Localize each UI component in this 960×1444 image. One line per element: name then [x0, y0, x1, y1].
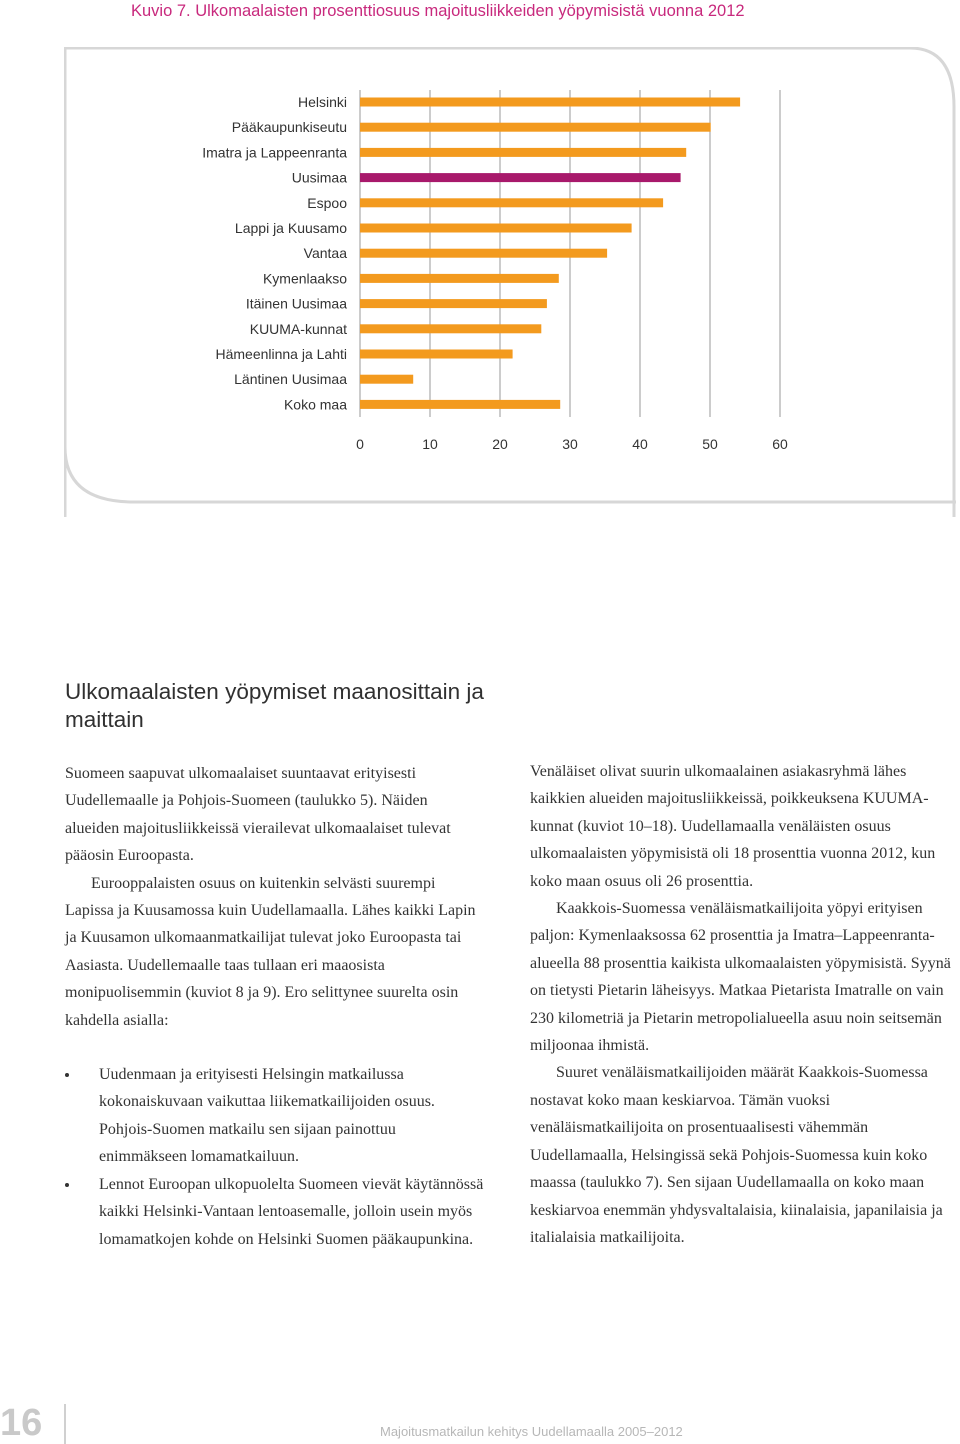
category-label: Vantaa: [303, 245, 347, 262]
paragraph: Suuret venäläismatkailijoiden määrät Kaakkois-Suomessa nostavat koko maan keskiarvoa. Tämän vuoksi venäläismatkailijoita on prosentuaalisesti vähemmän Uudellamaalla, Helsingissä sekä Pohjois-Suomessa kuin koko maassa (taulukko 7). Sen sijaan Uudellamaalla on koko maan keskiarvoa enemmän yhdysvaltalaisia, kiinalaisia, japanilaisia ja italialaisia matkailijoita.: [530, 1064, 943, 1246]
category-label: Koko maa: [283, 396, 347, 413]
bar: [360, 350, 513, 359]
bullet-item: [65, 1061, 485, 1171]
category-label: Uusimaa: [291, 169, 347, 186]
category-labels: [202, 94, 347, 412]
chart-frame-bottom: [65, 447, 956, 502]
category-label: Läntinen Uusimaa: [234, 371, 347, 388]
x-tick-labels: [356, 436, 788, 452]
x-tick-label: 0: [356, 436, 364, 452]
bullet-list: [65, 1061, 485, 1253]
paragraph: Eurooppalaisten osuus on kuitenkin selvästi suurempi Lapissa ja Kuusamossa kuin Uudellamaalla. Lähes kaikki Lapin ja Kuusamon ulkomaanmatkailijat tulevat joko Euroopasta tai Aasiasta. Uudellemaalle taas tullaan eri maaosista monipuolisemmin (kuviot 8 ja 9). Ero selittynee suurelta osin kahdella asialla:: [65, 874, 476, 1029]
bar: [360, 400, 560, 409]
category-label: Pääkaupunkiseutu: [231, 119, 347, 136]
bar: [360, 173, 681, 182]
x-tick-label: 10: [422, 436, 438, 452]
bar: [360, 249, 607, 258]
bar: [360, 299, 547, 308]
category-label: Kymenlaakso: [262, 270, 347, 287]
x-tick-label: 60: [772, 436, 788, 452]
category-label: KUUMA-kunnat: [249, 320, 347, 337]
category-label: Helsinki: [297, 94, 347, 110]
bar: [360, 224, 632, 233]
bar: [360, 98, 740, 107]
page-number: 16: [0, 1402, 43, 1444]
page-number-divider: [64, 1404, 66, 1444]
bullet-text: Lennot Euroopan ulkopuolelta Suomeen vievät käytännössä kaikki Helsinki-Vantaan lentoasemalle, jolloin usein myös lomamatkojen kohde on Helsinki Suomen pääkaupunkina.: [99, 1175, 484, 1248]
paragraph: Suomeen saapuvat ulkomaalaiset suuntaavat erityisesti Uudellemaalle ja Pohjois-Suomeen (taulukko 5). Näiden alueiden majoitusliikkeissä vierailevat ulkomaalaiset tulevat pääosin Euroopasta.: [65, 765, 451, 865]
x-tick-label: 50: [702, 436, 718, 452]
right-column: [530, 758, 960, 1251]
bullet-icon: [65, 1073, 69, 1077]
bar: [360, 274, 559, 283]
bullet-text: Uudenmaan ja erityisesti Helsingin matkailussa kokonaiskuvaan vaikuttaa liikematkailijoiden osuus. Pohjois-Suomen matkailu sen sijaan painottuu enimmäkseen lomamatkailuun.: [99, 1066, 435, 1166]
figure-caption: Kuvio 7. Ulkomaalaisten prosenttiosuus majoitusliikkeiden yöpymisistä vuonna 2012: [131, 2, 745, 20]
bars-layer: [360, 98, 740, 409]
chart-frame: [64, 47, 956, 517]
category-label: Itäinen Uusimaa: [245, 295, 347, 312]
bullet-icon: [65, 1183, 69, 1187]
x-tick-label: 30: [562, 436, 578, 452]
category-label: Imatra ja Lappeenranta: [202, 144, 347, 161]
x-tick-label: 40: [632, 436, 648, 452]
bar-chart: [64, 47, 956, 517]
bar: [360, 198, 663, 207]
bar: [360, 324, 541, 333]
bar: [360, 148, 686, 157]
category-label: Hämeenlinna ja Lahti: [215, 346, 347, 362]
paragraph: Venäläiset olivat suurin ulkomaalainen asiakasryhmä lähes kaikkien alueiden majoitusliikkeissä, poikkeuksena KUUMA-kunnat (kuviot 10–18). Uudellamaalla venäläisten osuus ulkomaalaisten yöpymisistä oli 18 prosenttia vuonna 2012, kun koko maan osuus oli 26 prosenttia.: [530, 763, 936, 890]
category-label: Lappi ja Kuusamo: [234, 220, 347, 236]
bar: [360, 375, 413, 384]
x-tick-label: 20: [492, 436, 508, 452]
bar: [360, 123, 711, 132]
paragraph: Kaakkois-Suomessa venäläismatkailijoita yöpyi erityisen paljon: Kymenlaaksossa 62 prosenttia ja Imatra–Lappeenranta-alueella 88 prosenttia kaikista ulkomaalaisten yöpymisistä. Syynä on tietysti Pietarin läheisyys. Matkaa Pietarista Imatralle on vain 230 kilometriä ja Pietarin metropolialueella asuu noin seitsemän miljoonaa ihmistä.: [530, 900, 951, 1055]
category-label: Espoo: [307, 194, 347, 211]
bullet-item: [65, 1171, 485, 1253]
section-heading: Ulkomaalaisten yöpymiset maanosittain ja maittain: [65, 679, 484, 732]
left-column: [65, 760, 485, 1253]
footer-publication-title: Majoitusmatkailun kehitys Uudellamaalla 2005–2012: [380, 1424, 683, 1439]
